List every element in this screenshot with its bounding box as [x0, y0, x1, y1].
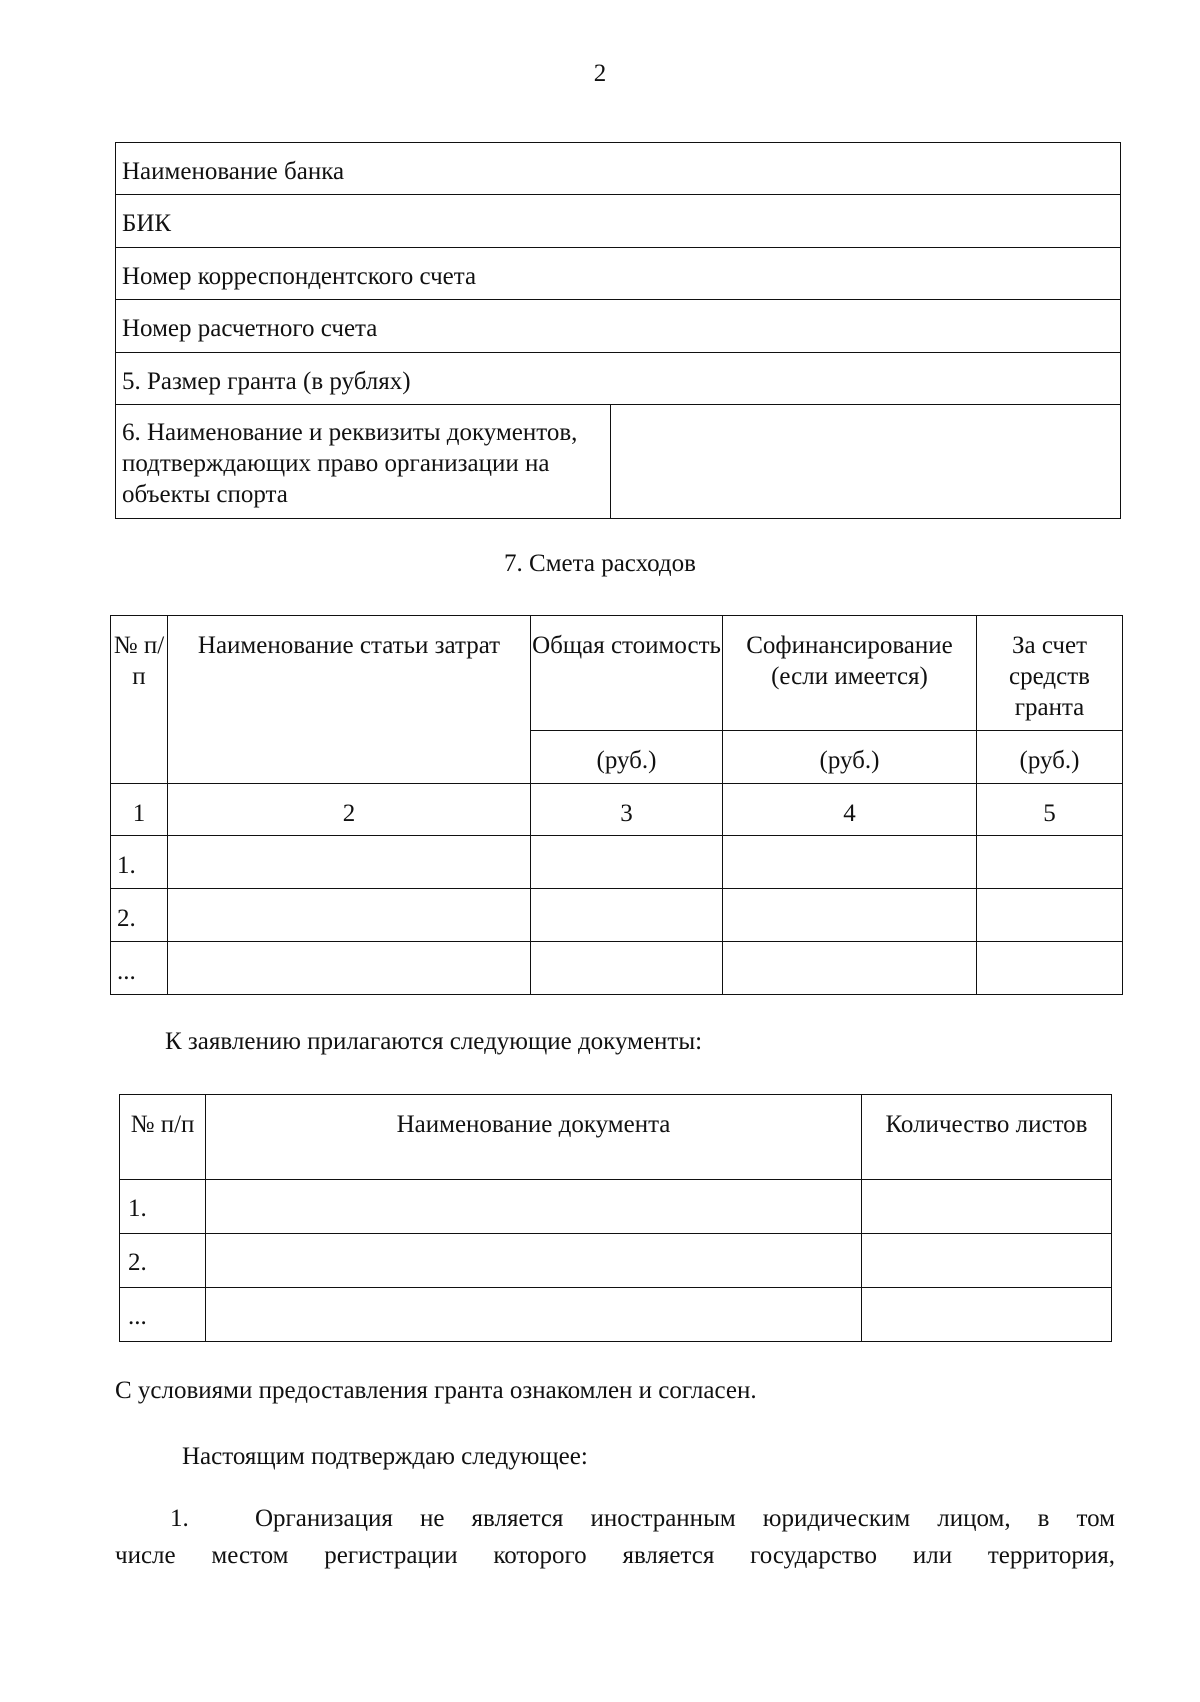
- attachments-table: [119, 1094, 1112, 1342]
- ownership-docs-label: 6. Наименование и реквизиты документов, подтверждающих право организации на объекты спорта: [116, 405, 611, 519]
- column-number: 2: [168, 784, 531, 836]
- corr-account-field[interactable]: Номер корреспондентского счета: [116, 248, 1121, 300]
- bank-details-table: [115, 142, 1121, 519]
- column-number: 3: [531, 784, 723, 836]
- unit-total: (руб.): [531, 731, 723, 784]
- column-number: 1: [111, 784, 168, 836]
- col-header-document: Наименование документа: [206, 1095, 862, 1180]
- page-number: 2: [593, 60, 607, 87]
- row-number: 2.: [111, 889, 168, 942]
- attachments-intro: К заявлению прилагаются следующие документы:: [165, 1028, 703, 1055]
- ownership-docs-value[interactable]: [611, 405, 1121, 519]
- col-header-num: № п/п: [111, 616, 168, 784]
- column-number: 4: [723, 784, 977, 836]
- col-header-total: Общая стоимость: [531, 616, 723, 731]
- sheets-cell[interactable]: [862, 1288, 1112, 1342]
- table-row: [120, 1180, 1112, 1234]
- sheets-cell[interactable]: [862, 1234, 1112, 1288]
- grant-cell[interactable]: [977, 942, 1123, 995]
- row-number: 2.: [120, 1234, 206, 1288]
- col-header-cofinancing: Софинансирование (если имеется): [723, 616, 977, 731]
- table-row: [120, 1234, 1112, 1288]
- item-text-line-2: числе местом регистрации которого является государство или территория,: [115, 1542, 1115, 1569]
- document-name-cell[interactable]: [206, 1288, 862, 1342]
- col-header-num: № п/п: [120, 1095, 206, 1180]
- table-row: [120, 1288, 1112, 1342]
- col-header-grant: За счет средств гранта: [977, 616, 1123, 731]
- unit-grant: (руб.): [977, 731, 1123, 784]
- bik-field[interactable]: БИК: [116, 195, 1121, 248]
- sheets-cell[interactable]: [862, 1180, 1112, 1234]
- table-row: [111, 889, 1123, 942]
- cofinancing-cell[interactable]: [723, 836, 977, 889]
- col-header-item: Наименование статьи затрат: [168, 616, 531, 784]
- table-row: [111, 836, 1123, 889]
- total-cell[interactable]: [531, 889, 723, 942]
- grant-cell[interactable]: [977, 889, 1123, 942]
- row-number: 1.: [120, 1180, 206, 1234]
- row-number: ...: [120, 1288, 206, 1342]
- total-cell[interactable]: [531, 836, 723, 889]
- grant-size-field[interactable]: 5. Размер гранта (в рублях): [116, 353, 1121, 405]
- row-number: ...: [111, 942, 168, 995]
- col-header-sheets: Количество листов: [862, 1095, 1112, 1180]
- column-number: 5: [977, 784, 1123, 836]
- settlement-account-field[interactable]: Номер расчетного счета: [116, 300, 1121, 353]
- estimate-title: 7. Смета расходов: [504, 550, 696, 577]
- cofinancing-cell[interactable]: [723, 942, 977, 995]
- cofinancing-cell[interactable]: [723, 889, 977, 942]
- document-name-cell[interactable]: [206, 1234, 862, 1288]
- row-number: 1.: [111, 836, 168, 889]
- estimate-table: [110, 615, 1123, 995]
- item-cell[interactable]: [168, 836, 531, 889]
- grant-cell[interactable]: [977, 836, 1123, 889]
- unit-cofinancing: (руб.): [723, 731, 977, 784]
- item-number: 1.: [170, 1505, 189, 1532]
- agreement-text: С условиями предоставления гранта ознакомлен и согласен.: [115, 1377, 757, 1404]
- total-cell[interactable]: [531, 942, 723, 995]
- item-cell[interactable]: [168, 889, 531, 942]
- item-text-line-1: Организация не является иностранным юридическим лицом, в том: [255, 1505, 1115, 1532]
- document-name-cell[interactable]: [206, 1180, 862, 1234]
- table-row: [111, 942, 1123, 995]
- bank-name-field[interactable]: Наименование банка: [116, 143, 1121, 195]
- item-cell[interactable]: [168, 942, 531, 995]
- confirm-intro: Настоящим подтверждаю следующее:: [182, 1443, 588, 1470]
